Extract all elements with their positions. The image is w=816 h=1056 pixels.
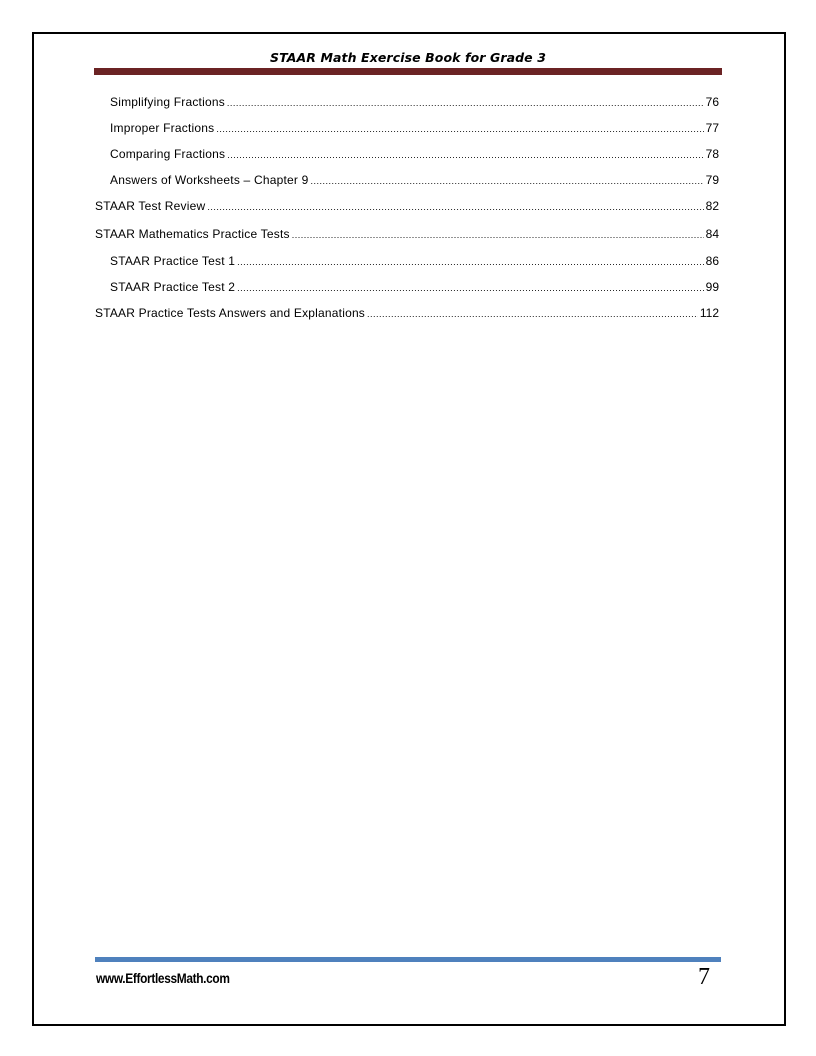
toc-entry[interactable] — [95, 95, 719, 113]
toc-entry-label: STAAR Practice Test 1 — [110, 254, 236, 268]
footer-website-link[interactable]: www.EffortlessMath.com — [96, 970, 230, 986]
toc-entry-page: 77 — [705, 121, 719, 135]
toc-dot-leader — [310, 176, 703, 186]
toc-entry-label: Comparing Fractions — [110, 147, 226, 161]
toc-entry[interactable] — [95, 121, 719, 139]
toc-entry-page: 79 — [705, 173, 719, 187]
toc-entry-label: STAAR Test Review — [95, 199, 206, 213]
toc-entry-page: 76 — [705, 95, 719, 109]
toc-dot-leader — [227, 98, 704, 108]
toc-entry-label: STAAR Practice Tests Answers and Explanations — [95, 306, 366, 320]
toc-dot-leader — [216, 124, 703, 134]
toc-entry[interactable] — [95, 173, 719, 191]
toc-entry-page: 84 — [705, 227, 719, 241]
footer-rule — [95, 957, 721, 962]
toc-entry[interactable] — [95, 280, 719, 298]
toc-dot-leader — [237, 257, 704, 267]
toc-entry[interactable] — [95, 306, 719, 324]
toc-dot-leader — [367, 309, 698, 319]
toc-dot-leader — [207, 202, 703, 212]
toc-entry[interactable] — [95, 199, 719, 217]
toc-entry-page: 99 — [705, 280, 719, 294]
toc-dot-leader — [237, 283, 704, 293]
toc-entry-page: 112 — [699, 306, 719, 320]
toc-entry-label: Answers of Worksheets – Chapter 9 — [110, 173, 309, 187]
toc-entry-page: 78 — [705, 147, 719, 161]
toc-entry-label: Simplifying Fractions — [110, 95, 225, 109]
header-rule — [94, 68, 722, 75]
toc-dot-leader — [292, 230, 704, 240]
toc-entry[interactable] — [95, 227, 719, 245]
toc-entry-page: 86 — [705, 254, 719, 268]
toc-entry[interactable] — [95, 254, 719, 272]
page-number: 7 — [698, 964, 710, 990]
running-header-title: STAAR Math Exercise Book for Grade 3 — [269, 50, 547, 65]
toc-entry-label: STAAR Mathematics Practice Tests — [95, 227, 290, 241]
toc-entry-page: 82 — [705, 199, 719, 213]
toc-dot-leader — [227, 150, 703, 160]
toc-entry[interactable] — [95, 147, 719, 165]
toc-entry-label: Improper Fractions — [110, 121, 215, 135]
toc-entry-label: STAAR Practice Test 2 — [110, 280, 236, 294]
